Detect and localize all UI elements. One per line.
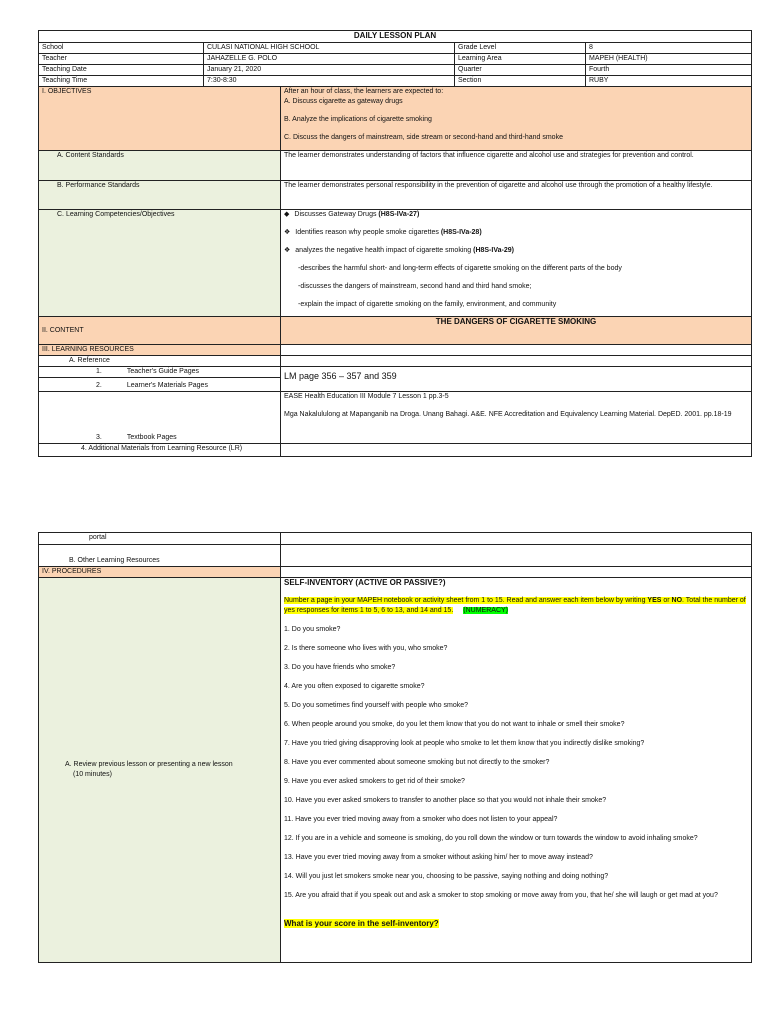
diamond-bullet-icon: ◆ [284, 211, 290, 218]
performance-standards-text: The learner demonstrates personal responsibility in the prevention of cigarette and alcohol use through the promotion of a healthy lifestyle. [281, 181, 752, 210]
inventory-question: 14. Will you just let smokers smoke near you, choosing to be passive, saying nothing and doing nothing? [284, 873, 609, 880]
content-label: II. CONTENT [39, 317, 281, 345]
teachers-guide-label: 1. Teacher's Guide Pages [39, 367, 281, 378]
procedures-label: IV. PROCEDURES [39, 567, 281, 578]
lesson-plan-table [38, 30, 752, 457]
section-value: RUBY [586, 76, 752, 87]
competency-item: ◆ Discusses Gateway Drugs (H8S-IVa-27) [284, 211, 420, 218]
review-label: A. Review previous lesson or presenting a new lesson (10 minutes) [39, 578, 281, 963]
performance-standards-label: B. Performance Standards [39, 181, 281, 210]
section-label: Section [455, 76, 586, 87]
document-title: DAILY LESSON PLAN [39, 31, 752, 43]
inventory-question: 5. Do you sometimes find yourself with people who smoke? [284, 702, 469, 709]
content-topic: THE DANGERS OF CIGARETTE SMOKING [281, 317, 752, 345]
learners-materials-label: 2. Learner's Materials Pages [39, 378, 281, 392]
area-label: Learning Area [455, 54, 586, 65]
inventory-question: 1. Do you smoke? [284, 626, 341, 633]
competency-sub-item: -explain the impact of cigarette smoking on the family, environment, and community [298, 301, 557, 308]
inventory-question: 9. Have you ever asked smokers to get rid of their smoke? [284, 778, 465, 785]
inventory-question: 12. If you are in a vehicle and someone is smoking, do you roll down the window or turn towards the window to avoid inhaling smoke? [284, 835, 698, 842]
date-value: January 21, 2020 [204, 65, 455, 76]
time-label: Teaching Time [39, 76, 204, 87]
reference-label: A. Reference [39, 356, 281, 367]
textbook-label: 3. Textbook Pages [39, 392, 281, 444]
learners-materials-value: LM page 356 – 357 and 359 [281, 367, 752, 392]
competencies-label: C. Learning Competencies/Objectives [39, 210, 281, 317]
content-standards-text: The learner demonstrates understanding of factors that influence cigarette and alcohol use and strategies for prevention and control. [281, 151, 752, 181]
portal-label: portal [39, 533, 281, 545]
time-value: 7:30-8:30 [204, 76, 455, 87]
inventory-question: 11. Have you ever tried moving away from a smoker who does not listen to your appeal? [284, 816, 558, 823]
grade-value: 8 [586, 43, 752, 54]
inventory-question: 13. Have you ever tried moving away from a smoker without asking him/ her to move away instead? [284, 854, 593, 861]
quarter-value: Fourth [586, 65, 752, 76]
school-value: CULASI NATIONAL HIGH SCHOOL [204, 43, 455, 54]
objective-b: B. Analyze the implications of cigarette smoking [284, 116, 432, 123]
lesson-plan-page-2 [38, 532, 751, 963]
inventory-question: 7. Have you tried giving disapproving look at people who smoke to let them know that you indirectly dislike smoking? [284, 740, 645, 747]
textbook-value: EASE Health Education III Module 7 Lesson 1 pp.3-5 Mga Nakalululong at Mapanganib na Droga. Unang Bahagi. A&E. NFE Accreditation and Equivalency Learning Material. DepED. 2001. pp.18-19 [281, 392, 752, 444]
diamond-bullet-icon: ❖ [284, 247, 291, 254]
lesson-plan-page-1 [38, 30, 751, 457]
inventory-question: 4. Are you often exposed to cigarette smoke? [284, 683, 425, 690]
competency-item: ❖ Identifies reason why people smoke cigarettes (H8S-IVa-28) [284, 229, 482, 236]
inventory-question: 8. Have you ever commented about someone smoking but not directly to the smoker? [284, 759, 550, 766]
numeracy-tag: (NUMERACY) [463, 607, 509, 614]
objective-a: A. Discuss cigarette as gateway drugs [284, 98, 403, 105]
question-list [284, 625, 748, 901]
self-inventory-content [281, 578, 752, 963]
teacher-value: JAHAZELLE G. POLO [204, 54, 455, 65]
objectives-intro: After an hour of class, the learners are expected to: [284, 88, 444, 95]
objectives-content [281, 87, 752, 151]
quarter-label: Quarter [455, 65, 586, 76]
inventory-question: 6. When people around you smoke, do you let them know that you do not want to inhale or smell their smoke? [284, 721, 625, 728]
school-label: School [39, 43, 204, 54]
competency-item: ❖ analyzes the negative health impact of cigarette smoking (H8S-IVa-29) [284, 247, 514, 254]
score-question: What is your score in the self-inventory? [284, 919, 439, 928]
competency-sub-item: -describes the harmful short- and long-term effects of cigarette smoking on the different parts of the body [298, 265, 622, 272]
objective-c: C. Discuss the dangers of mainstream, side stream or second-hand and third-hand smoke [284, 134, 563, 141]
competency-sub-item: -discusses the dangers of mainstream, second hand and third hand smoke; [298, 283, 532, 290]
competencies-content [281, 210, 752, 317]
grade-label: Grade Level [455, 43, 586, 54]
date-label: Teaching Date [39, 65, 204, 76]
other-resources-label: B. Other Learning Resources [39, 545, 281, 567]
self-inventory-instructions: Number a page in your MAPEH notebook or activity sheet from 1 to 15. Read and answer each item below by writing YES or NO. Total the number of yes responses for items 1 to 5, 6 to 13, and 14 and 15. (NUMERACY) [284, 597, 746, 614]
objectives-label: I. OBJECTIVES [39, 87, 281, 151]
resources-label: III. LEARNING RESOURCES [39, 345, 281, 356]
inventory-question: 2. Is there someone who lives with you, who smoke? [284, 645, 448, 652]
content-standards-label: A. Content Standards [39, 151, 281, 181]
teacher-label: Teacher [39, 54, 204, 65]
additional-materials-label: 4. Additional Materials from Learning Resource (LR) [39, 444, 281, 457]
area-value: MAPEH (HEALTH) [586, 54, 752, 65]
diamond-bullet-icon: ❖ [284, 229, 291, 236]
self-inventory-heading: SELF-INVENTORY (ACTIVE OR PASSIVE?) [284, 578, 446, 587]
inventory-question: 10. Have you ever asked smokers to transfer to another place so that you would not inhale their smoke? [284, 797, 607, 804]
inventory-question: 15. Are you afraid that if you speak out and ask a smoker to stop smoking or move away from you, that he/ she will laugh or get mad at you? [284, 892, 718, 899]
inventory-question: 3. Do you have friends who smoke? [284, 664, 396, 671]
lesson-plan-table-continued [38, 532, 752, 963]
